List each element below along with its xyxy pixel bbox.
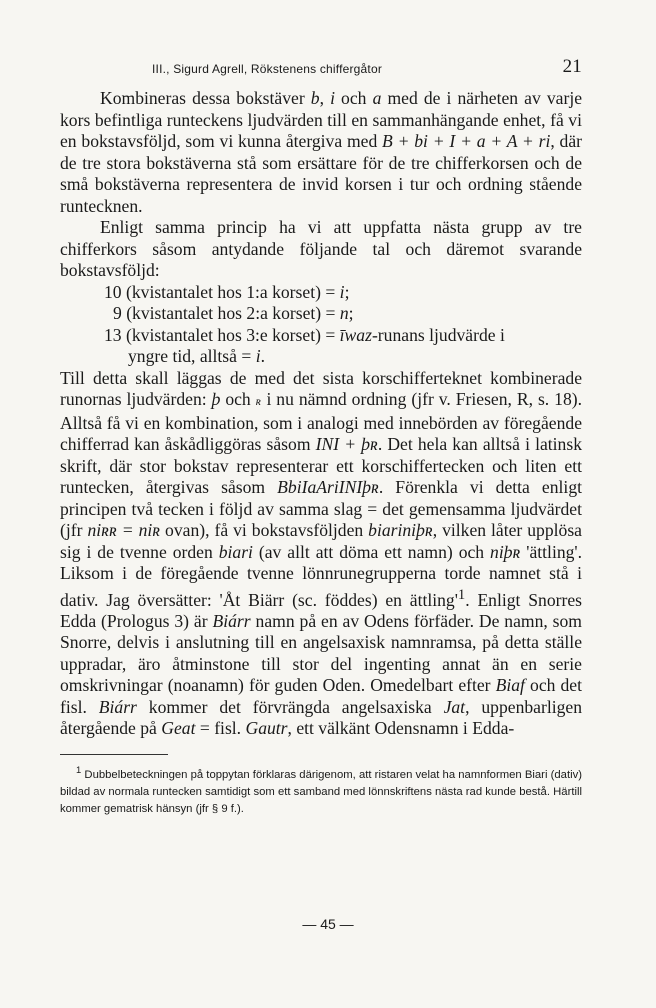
footnote-ref: 1 [457,586,466,603]
paragraph-2: Enligt samma princip ha vi att uppfatta nästa grupp av tre chifferkors såsom antydande följande tal och däremot svarande bokstavsföljd: [60,217,582,280]
folio: — 45 — [302,916,354,932]
equation-3-continued: yngre tid, alltså = i. [128,346,265,366]
body-text [60,88,582,740]
running-header [60,56,582,82]
equation-3: 13 (kvistantalet hos 3:e korset) = īwaz-runans ljudvärde i [104,324,505,345]
page [60,56,582,818]
footnote-1: $^1$ Dubbelbeteckningen på toppytan förklaras därigenom, att ristaren velat ha namnformen Biari (dativ) bildad av normala runtecken samtidigt som ett samband med lönnskriftens nästa rad kunde bestå. Härtill kommer gematrisk hänsyn (jfr § 9 f.). [60,763,582,815]
paragraph-3: Till detta skall läggas de med det sista korschifferteknet kombinerade runornas ljudvärden: þ och ʀ i nu nämnd ordning (jfr v. Friesen, R, s. 18). Alltså få vi en kombination, som i analogi med innebörden av föregående chifferrad kan åskådliggöras såsom INI + þʀ. Det hela kan alltså i latinsk skrift, där stor bokstav representerar ett korschiffertecken och liten ett runtecken, återgivas såsom BbiIaAriINIþʀ. Förenkla vi detta enligt principen två tecken i följd av samma slag = det gemensamma ljudvärdet (jfr niʀʀ = niʀ ovan), få vi bokstavsföljden biariniþʀ, vilken låter upplösa sig i de tvenne orden biari (av allt att döma ett namn) och niþʀ 'ättling'. Liksom i de föregående tvenne lönnrunegrupperna torde namnet stå i dativ. Jag översätter: 'Åt Biärr (sc. föddes) en $ättling'^1$. Enligt Snorres Edda (Prologus 3) är Biárr namn på en av Odens förfäder. De namn, som Snorre, delvis i anslutning till en angelsaxisk namnramsa, på detta ställe uppradar, äro åtminstone till stor del ingenting annat än en serie omskrivningar (noanamn) för guden Oden. Omedelbart efter Biaf och det fisl. Biárr kommer det förvrängda angelsaxiska Jat, uppenbarligen återgående på Geat = fisl. Gautr, ett välkänt Odensnamn i Edda- [60,367,583,739]
equation-2: 9 (kvistantalet hos 2:a korset) = n; [113,303,354,323]
footnotes [60,754,582,818]
running-title: III., Sigurd Agrell, Rökstenens chiffergåtor [152,62,383,76]
footnote-marker: 1 [76,763,82,775]
paragraph-1: Kombineras dessa bokstäver b, i och a med de i närheten av varje kors befintliga runteckens ljudvärden till en sammanhängande enhet, få vi en bokstavsföljd, som vi kunna återgiva med B + bi + I + a + A + ri, där de tre stora bokstäverna stå som ersättare för de tre chifferkorsen och de små bokstäverna representera de invid korsen i tur och ordning stående runtecknen. [60,88,583,216]
page-number: 21 [562,56,582,77]
footnote-rule [60,754,168,755]
equation-1: 10 (kvistantalet hos 1:a korset) = i; [104,281,350,302]
